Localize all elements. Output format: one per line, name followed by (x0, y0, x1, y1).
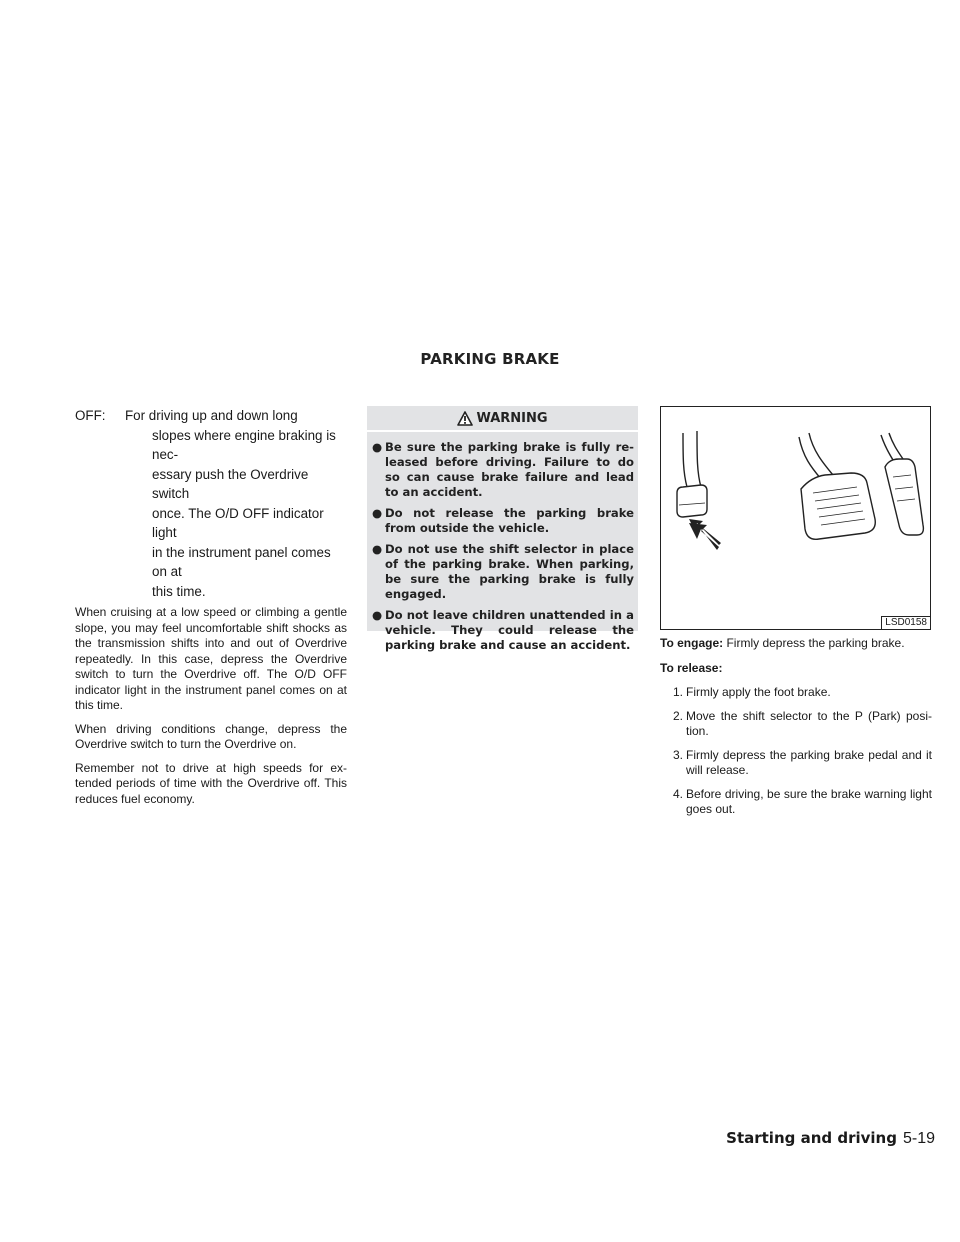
step-item (660, 787, 932, 818)
section-title: PARKING BRAKE (420, 350, 560, 368)
step-item (660, 685, 932, 701)
warning-item-text: Do not leave children unattended in a vehicle. They could release the parking brake and cause an accident. (385, 608, 634, 652)
parking-brake-pedal-illustration (661, 407, 930, 629)
paragraph: Remember not to drive at high speeds for ex-tended periods of time with the Overdrive off. This reduces fuel economy. (75, 760, 347, 806)
step-text: Firmly depress the parking brake pedal and it will release. (686, 747, 932, 777)
bullet-icon: ● (372, 542, 383, 556)
warning-box (367, 406, 638, 652)
warning-item (367, 542, 634, 602)
engage-paragraph (660, 636, 932, 652)
right-column (660, 636, 932, 826)
warning-list (367, 432, 638, 653)
step-number: 2. (673, 708, 684, 723)
step-text: Before driving, be sure the brake warning light goes out. (686, 786, 932, 816)
off-definition (75, 406, 347, 601)
off-line: slopes where engine braking is nec- (152, 427, 336, 462)
step-text: Move the shift selector to the P (Park) posi-tion. (686, 708, 932, 738)
release-steps (660, 685, 932, 818)
off-line: once. The O/D OFF indicator light (152, 505, 324, 540)
left-column (75, 406, 347, 815)
step-number: 4. (673, 786, 684, 801)
warning-item (367, 506, 634, 536)
bullet-icon: ● (372, 506, 383, 520)
parking-brake-figure (660, 406, 931, 630)
warning-title: WARNING (476, 410, 548, 426)
figure-label: LSD0158 (881, 616, 930, 629)
bullet-icon: ● (372, 608, 383, 622)
step-number: 3. (673, 747, 684, 762)
release-label: To release: (660, 660, 723, 675)
page-number: 5-19 (902, 1130, 935, 1147)
engage-text: Firmly depress the parking brake. (726, 636, 905, 650)
warning-triangle-icon (457, 411, 473, 426)
warning-item (367, 608, 634, 653)
warning-header (367, 406, 638, 432)
off-description (126, 406, 347, 601)
bullet-icon: ● (372, 440, 383, 454)
off-line: For driving up and down long (125, 408, 298, 423)
step-number: 1. (673, 685, 684, 699)
step-item (660, 709, 932, 740)
step-item (660, 748, 932, 779)
warning-item-text: Do not release the parking brake from outside the vehicle. (385, 506, 634, 535)
off-key: OFF: (75, 408, 106, 423)
warning-item-text: Do not use the shift selector in place of the parking brake. When parking, be sure the parking brake is fully engaged. (385, 542, 634, 601)
off-line: this time. (152, 583, 206, 599)
off-line: in the instrument panel comes on at (152, 544, 331, 579)
step-text: Firmly apply the foot brake. (686, 685, 831, 699)
off-line: essary push the Overdrive switch (152, 466, 309, 501)
paragraph: When cruising at a low speed or climbing a gentle slope, you may feel uncomfortable shift shocks as the transmission shifts into and out of Overdrive repeatedly. In this case, depress the Overdrive switch to turn the Overdrive off. The O/D OFF indicator light in the instrument panel comes on at this time. (75, 605, 347, 712)
page-footer (726, 1129, 935, 1148)
paragraph: When driving conditions change, depress the Overdrive switch to turn the Overdrive on. (75, 721, 347, 751)
engage-label: To engage: (660, 636, 724, 650)
warning-item (367, 440, 634, 500)
warning-item-text: Be sure the parking brake is fully re-leased before driving. Failure to do so can cause brake failure and lead to an accident. (385, 440, 634, 499)
footer-section: Starting and driving (726, 1129, 897, 1147)
